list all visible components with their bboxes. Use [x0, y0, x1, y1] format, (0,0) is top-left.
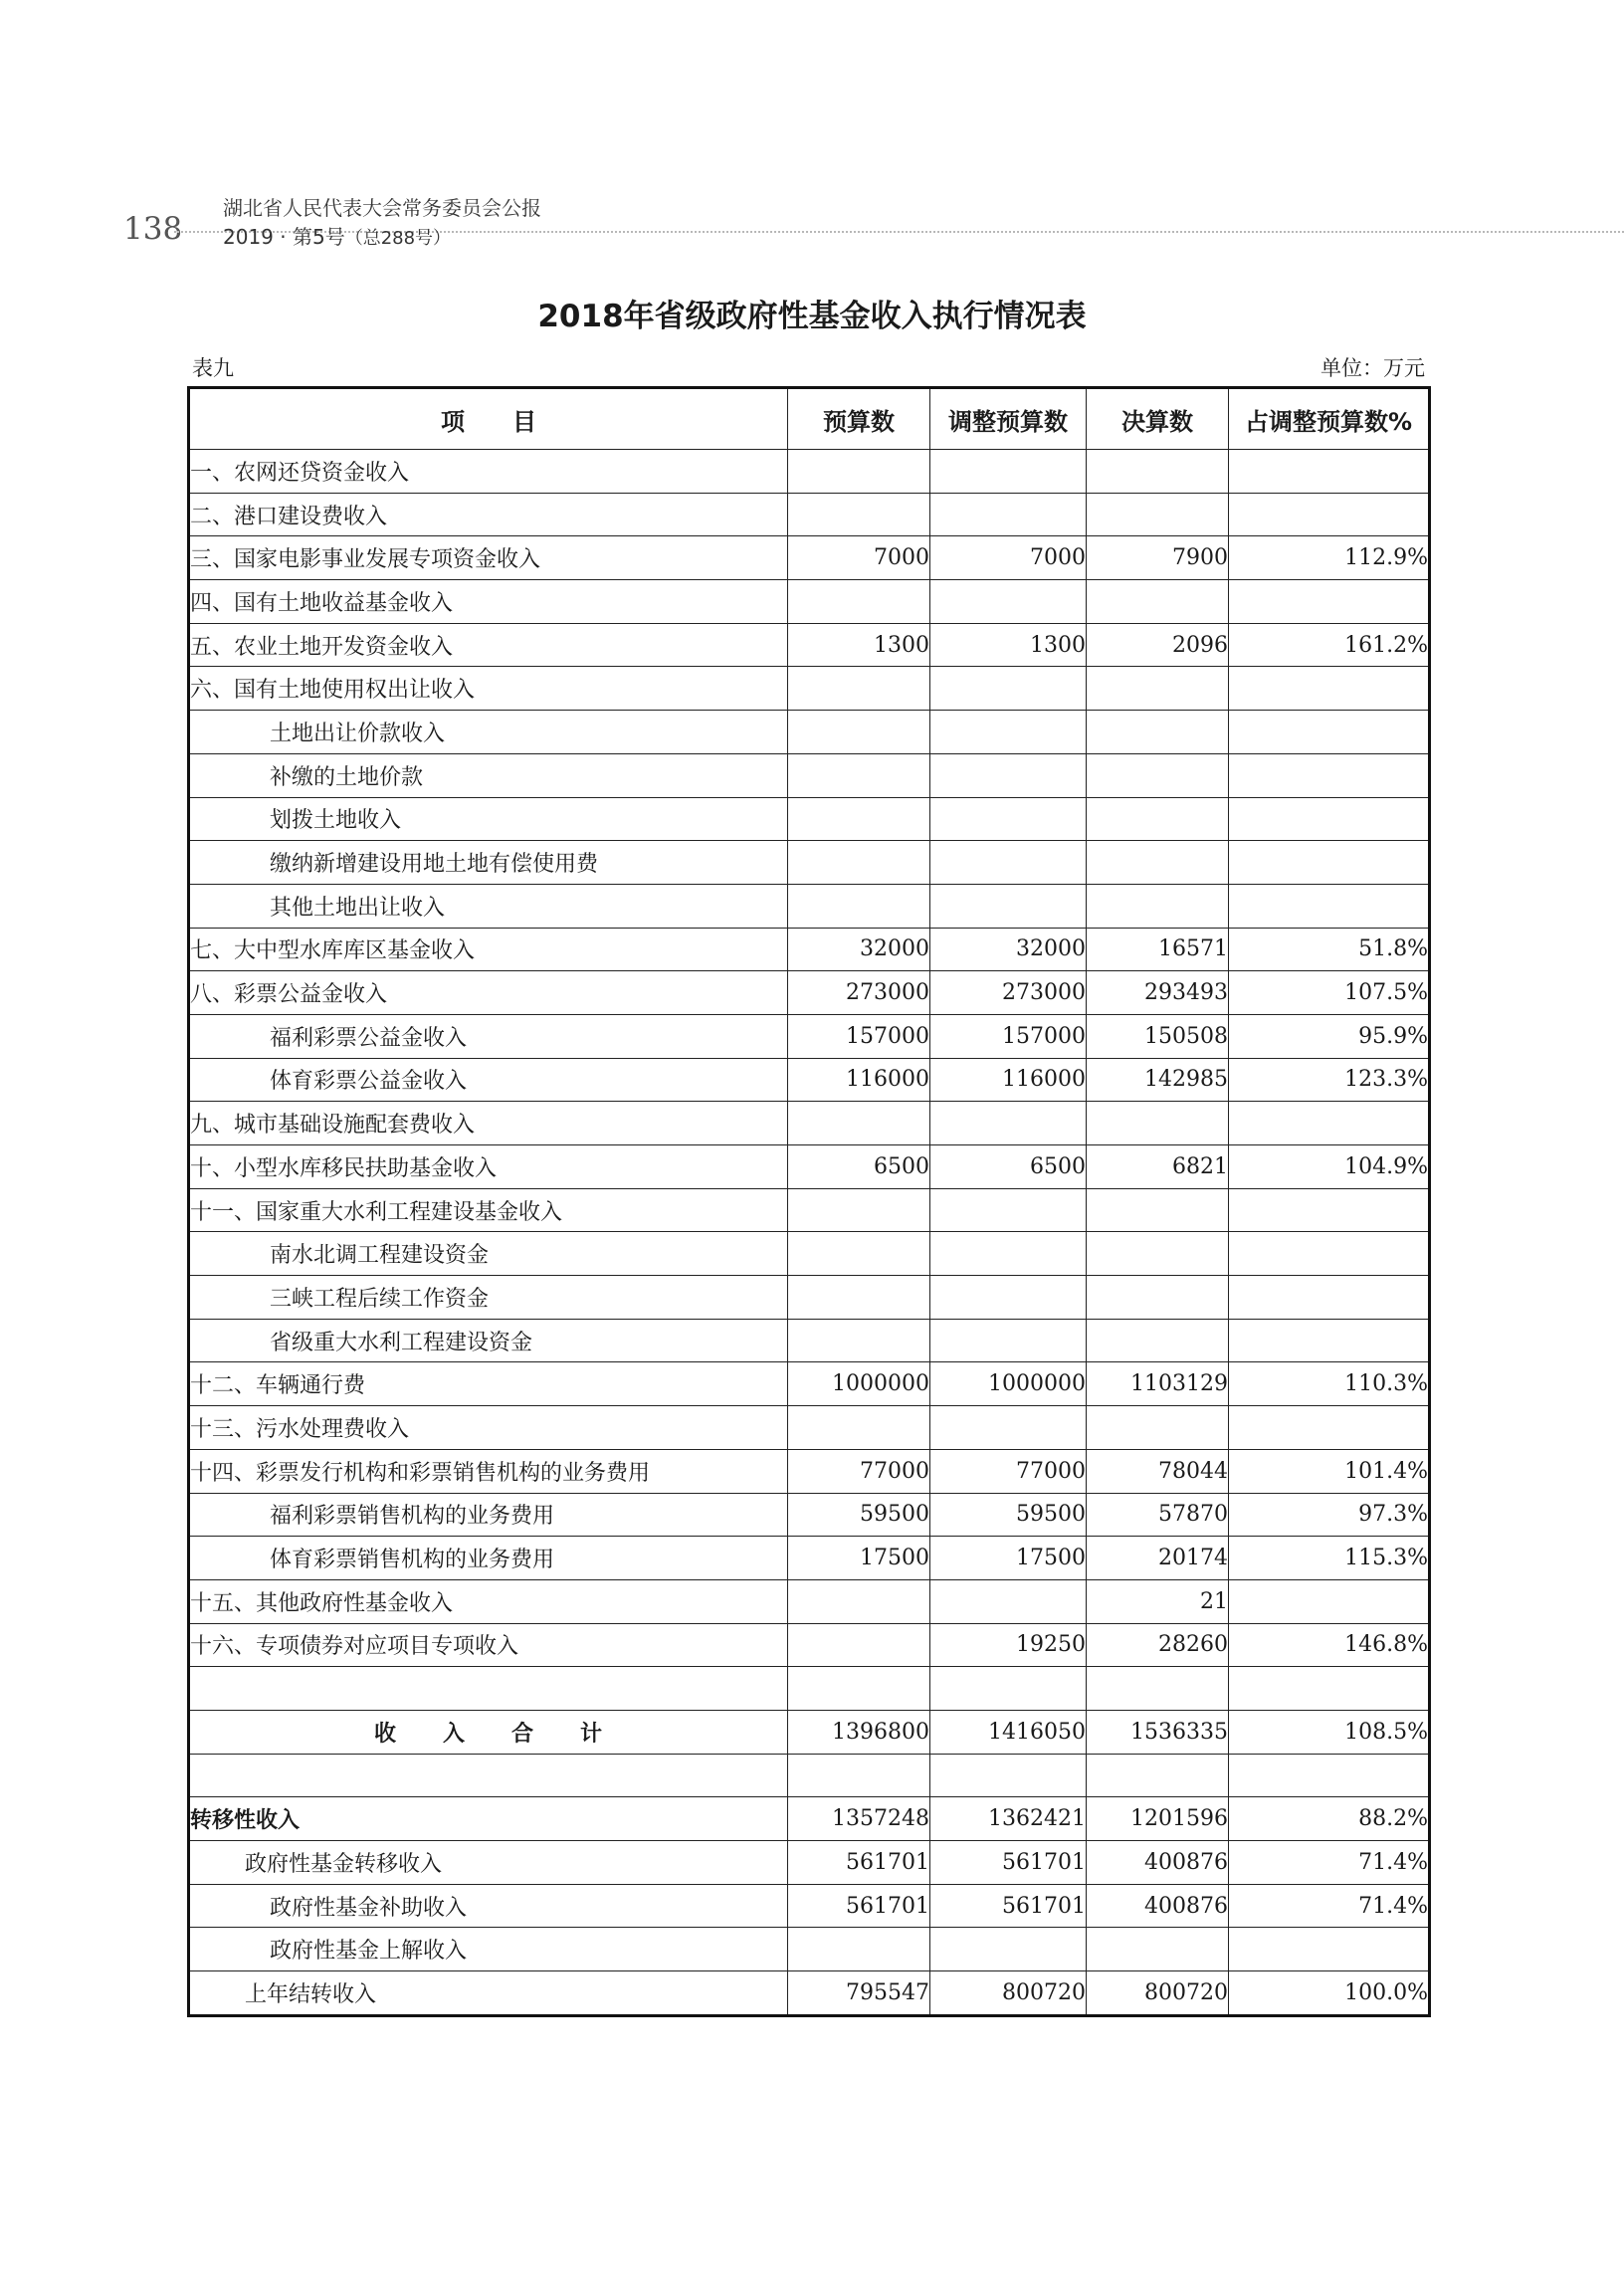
table-header-row [189, 388, 1430, 450]
cell-budget [788, 667, 930, 711]
cell-budget: 59500 [788, 1493, 930, 1537]
row-item-name: 六、国有土地使用权出让收入 [189, 667, 788, 711]
row-item-name: 五、农业土地开发资金收入 [189, 623, 788, 667]
cell-final [1087, 753, 1229, 797]
cell-final: 800720 [1087, 1971, 1229, 2016]
cell-budget: 157000 [788, 1014, 930, 1058]
cell-final: 7900 [1087, 536, 1229, 580]
cell-budget: 1000000 [788, 1362, 930, 1406]
row-item-name: 政府性基金上解收入 [189, 1928, 788, 1971]
table-row [189, 884, 1430, 928]
cell-final: 400876 [1087, 1884, 1229, 1928]
cell-percent: 115.3% [1229, 1537, 1430, 1580]
row-item-name: 十五、其他政府性基金收入 [189, 1579, 788, 1623]
row-item-name: 十三、污水处理费收入 [189, 1406, 788, 1450]
cell-adjusted: 1300 [930, 623, 1087, 667]
table-row [189, 1145, 1430, 1189]
cell-adjusted [930, 1276, 1087, 1320]
table-number: 表九 [192, 356, 234, 380]
table-row [189, 1710, 1430, 1754]
cell-budget [788, 1579, 930, 1623]
cell-percent [1229, 753, 1430, 797]
cell-percent: 100.0% [1229, 1971, 1430, 2016]
table-row [189, 1319, 1430, 1362]
cell-budget: 795547 [788, 1971, 930, 2016]
cell-percent [1229, 1102, 1430, 1145]
cell-budget [788, 580, 930, 624]
row-item-name: 土地出让价款收入 [189, 711, 788, 754]
publication-name: 湖北省人民代表大会常务委员会公报 [223, 196, 541, 220]
cell-percent [1229, 1406, 1430, 1450]
cell-percent: 112.9% [1229, 536, 1430, 580]
cell-final: 57870 [1087, 1493, 1229, 1537]
cell-percent: 88.2% [1229, 1797, 1430, 1841]
table-row [189, 711, 1430, 754]
col-header-adjusted: 调整预算数 [930, 388, 1087, 450]
issue-line [223, 221, 451, 250]
cell-final [1087, 580, 1229, 624]
cell-adjusted [930, 753, 1087, 797]
cell-adjusted [930, 884, 1087, 928]
table-row [189, 1058, 1430, 1102]
cell-percent [1229, 1188, 1430, 1232]
cell-percent: 71.4% [1229, 1884, 1430, 1928]
row-item-name: 划拨土地收入 [189, 797, 788, 841]
cell-final [1087, 667, 1229, 711]
row-item-name: 收 入 合 计 [189, 1710, 788, 1754]
row-item-name: 转移性收入 [189, 1797, 788, 1841]
cell-final [1087, 884, 1229, 928]
cell-final: 20174 [1087, 1537, 1229, 1580]
cell-budget: 1357248 [788, 1797, 930, 1841]
row-item-name: 补缴的土地价款 [189, 753, 788, 797]
cell-adjusted [930, 493, 1087, 536]
table-row [189, 971, 1430, 1015]
cell-budget: 17500 [788, 1537, 930, 1580]
cell-percent [1229, 493, 1430, 536]
row-item-name [189, 1754, 788, 1797]
table-row [189, 623, 1430, 667]
cell-percent [1229, 1319, 1430, 1362]
col-header-budget: 预算数 [788, 388, 930, 450]
row-item-name: 政府性基金转移收入 [189, 1841, 788, 1885]
table-row [189, 1884, 1430, 1928]
cell-adjusted: 32000 [930, 928, 1087, 971]
row-item-name: 三峡工程后续工作资金 [189, 1276, 788, 1320]
table-row [189, 580, 1430, 624]
cell-budget [788, 711, 930, 754]
cell-final [1087, 841, 1229, 885]
cell-percent: 51.8% [1229, 928, 1430, 971]
table-row [189, 1406, 1430, 1450]
row-item-name: 四、国有土地收益基金收入 [189, 580, 788, 624]
table-row [189, 1667, 1430, 1711]
cell-budget [788, 1928, 930, 1971]
row-item-name: 十、小型水库移民扶助基金收入 [189, 1145, 788, 1189]
page-title: 2018年省级政府性基金收入执行情况表 [537, 299, 1087, 334]
cell-budget [788, 450, 930, 494]
cell-budget: 561701 [788, 1841, 930, 1885]
row-item-name: 十一、国家重大水利工程建设基金收入 [189, 1188, 788, 1232]
cell-percent [1229, 711, 1430, 754]
table-row [189, 1623, 1430, 1667]
cell-final [1087, 1754, 1229, 1797]
cell-final [1087, 1667, 1229, 1711]
cell-adjusted: 157000 [930, 1014, 1087, 1058]
cell-final: 293493 [1087, 971, 1229, 1015]
table-row [189, 1232, 1430, 1276]
cell-budget [788, 493, 930, 536]
cell-budget: 561701 [788, 1884, 930, 1928]
cell-budget [788, 753, 930, 797]
cell-budget: 1300 [788, 623, 930, 667]
cell-adjusted [930, 667, 1087, 711]
table-row [189, 1276, 1430, 1320]
cell-adjusted [930, 1188, 1087, 1232]
table-row [189, 1797, 1430, 1841]
cell-percent: 123.3% [1229, 1058, 1430, 1102]
table-row [189, 1362, 1430, 1406]
cell-percent [1229, 841, 1430, 885]
cell-percent: 107.5% [1229, 971, 1430, 1015]
cell-adjusted: 273000 [930, 971, 1087, 1015]
table-row [189, 1841, 1430, 1885]
cell-adjusted [930, 1754, 1087, 1797]
cell-adjusted [930, 1319, 1087, 1362]
cell-percent: 97.3% [1229, 1493, 1430, 1537]
cell-percent [1229, 884, 1430, 928]
cell-percent: 161.2% [1229, 623, 1430, 667]
cell-adjusted [930, 1232, 1087, 1276]
cell-adjusted: 6500 [930, 1145, 1087, 1189]
row-item-name: 十二、车辆通行费 [189, 1362, 788, 1406]
cell-final: 1536335 [1087, 1710, 1229, 1754]
cell-budget: 32000 [788, 928, 930, 971]
row-item-name [189, 1667, 788, 1711]
cell-adjusted: 800720 [930, 1971, 1087, 2016]
cell-final [1087, 493, 1229, 536]
cell-adjusted: 1362421 [930, 1797, 1087, 1841]
cell-adjusted [930, 1579, 1087, 1623]
col-header-percent: 占调整预算数% [1229, 388, 1430, 450]
table-body [189, 450, 1430, 2016]
cell-percent: 110.3% [1229, 1362, 1430, 1406]
table-row [189, 1579, 1430, 1623]
cell-adjusted: 77000 [930, 1449, 1087, 1493]
cell-percent [1229, 1276, 1430, 1320]
table-row [189, 493, 1430, 536]
issue-number: 2019 · 第5号 [223, 225, 345, 249]
cell-final: 150508 [1087, 1014, 1229, 1058]
cell-budget [788, 1667, 930, 1711]
cell-percent [1229, 1928, 1430, 1971]
table-row [189, 841, 1430, 885]
cell-final: 1201596 [1087, 1797, 1229, 1841]
cell-budget [788, 1754, 930, 1797]
issue-total: （总288号） [344, 228, 452, 249]
cell-final [1087, 1406, 1229, 1450]
cell-percent [1229, 450, 1430, 494]
row-item-name: 三、国家电影事业发展专项资金收入 [189, 536, 788, 580]
row-item-name: 省级重大水利工程建设资金 [189, 1319, 788, 1362]
cell-budget [788, 841, 930, 885]
cell-adjusted: 17500 [930, 1537, 1087, 1580]
table-row [189, 1102, 1430, 1145]
table-row [189, 667, 1430, 711]
cell-budget [788, 1188, 930, 1232]
cell-adjusted [930, 711, 1087, 754]
cell-final [1087, 1188, 1229, 1232]
cell-budget: 116000 [788, 1058, 930, 1102]
cell-adjusted [930, 1667, 1087, 1711]
table-row [189, 753, 1430, 797]
cell-final: 1103129 [1087, 1362, 1229, 1406]
cell-budget [788, 1319, 930, 1362]
cell-final: 28260 [1087, 1623, 1229, 1667]
cell-percent [1229, 667, 1430, 711]
cell-adjusted [930, 841, 1087, 885]
table-row [189, 1537, 1430, 1580]
row-item-name: 九、城市基础设施配套费收入 [189, 1102, 788, 1145]
cell-adjusted: 1000000 [930, 1362, 1087, 1406]
cell-percent: 146.8% [1229, 1623, 1430, 1667]
cell-budget: 77000 [788, 1449, 930, 1493]
cell-adjusted: 59500 [930, 1493, 1087, 1537]
cell-adjusted: 561701 [930, 1841, 1087, 1885]
table-row [189, 1971, 1430, 2016]
table-row [189, 1449, 1430, 1493]
table-row [189, 1928, 1430, 1971]
cell-final: 78044 [1087, 1449, 1229, 1493]
cell-percent: 101.4% [1229, 1449, 1430, 1493]
table-row [189, 1754, 1430, 1797]
cell-final: 6821 [1087, 1145, 1229, 1189]
cell-final [1087, 797, 1229, 841]
cell-budget [788, 1232, 930, 1276]
cell-budget: 1396800 [788, 1710, 930, 1754]
cell-final [1087, 1102, 1229, 1145]
cell-adjusted: 19250 [930, 1623, 1087, 1667]
row-item-name: 二、港口建设费收入 [189, 493, 788, 536]
row-item-name: 福利彩票公益金收入 [189, 1014, 788, 1058]
cell-percent [1229, 1232, 1430, 1276]
cell-final [1087, 711, 1229, 754]
unit-label: 单位：万元 [1320, 356, 1425, 380]
cell-final [1087, 1232, 1229, 1276]
cell-final: 2096 [1087, 623, 1229, 667]
cell-adjusted [930, 580, 1087, 624]
cell-budget [788, 1406, 930, 1450]
table-row [189, 1493, 1430, 1537]
cell-final [1087, 1276, 1229, 1320]
row-item-name: 缴纳新增建设用地土地有偿使用费 [189, 841, 788, 885]
row-item-name: 八、彩票公益金收入 [189, 971, 788, 1015]
cell-final: 400876 [1087, 1841, 1229, 1885]
cell-final [1087, 450, 1229, 494]
table-row [189, 1188, 1430, 1232]
cell-final: 21 [1087, 1579, 1229, 1623]
cell-final: 16571 [1087, 928, 1229, 971]
row-item-name: 体育彩票销售机构的业务费用 [189, 1537, 788, 1580]
cell-budget [788, 1276, 930, 1320]
cell-final [1087, 1928, 1229, 1971]
cell-adjusted [930, 1406, 1087, 1450]
cell-percent [1229, 1579, 1430, 1623]
cell-percent: 104.9% [1229, 1145, 1430, 1189]
row-item-name: 十六、专项债券对应项目专项收入 [189, 1623, 788, 1667]
table-row [189, 928, 1430, 971]
cell-percent [1229, 580, 1430, 624]
row-item-name: 一、农网还贷资金收入 [189, 450, 788, 494]
cell-percent [1229, 1754, 1430, 1797]
row-item-name: 体育彩票公益金收入 [189, 1058, 788, 1102]
cell-adjusted: 116000 [930, 1058, 1087, 1102]
cell-adjusted: 7000 [930, 536, 1087, 580]
cell-budget [788, 797, 930, 841]
table-row [189, 1014, 1430, 1058]
cell-adjusted: 561701 [930, 1884, 1087, 1928]
cell-percent: 108.5% [1229, 1710, 1430, 1754]
row-item-name: 七、大中型水库库区基金收入 [189, 928, 788, 971]
cell-budget: 273000 [788, 971, 930, 1015]
table-row [189, 450, 1430, 494]
cell-percent [1229, 797, 1430, 841]
cell-final: 142985 [1087, 1058, 1229, 1102]
cell-adjusted [930, 450, 1087, 494]
row-item-name: 上年结转收入 [189, 1971, 788, 2016]
fund-revenue-table [187, 386, 1431, 2017]
cell-budget: 6500 [788, 1145, 930, 1189]
row-item-name: 南水北调工程建设资金 [189, 1232, 788, 1276]
cell-percent: 71.4% [1229, 1841, 1430, 1885]
cell-budget [788, 1102, 930, 1145]
row-item-name: 政府性基金补助收入 [189, 1884, 788, 1928]
col-header-final: 决算数 [1087, 388, 1229, 450]
cell-adjusted [930, 1102, 1087, 1145]
cell-budget: 7000 [788, 536, 930, 580]
cell-adjusted [930, 1928, 1087, 1971]
page-number: 138 [123, 211, 183, 247]
cell-adjusted: 1416050 [930, 1710, 1087, 1754]
cell-percent [1229, 1667, 1430, 1711]
table-row [189, 536, 1430, 580]
table-row [189, 797, 1430, 841]
cell-adjusted [930, 797, 1087, 841]
cell-percent: 95.9% [1229, 1014, 1430, 1058]
cell-budget [788, 1623, 930, 1667]
cell-final [1087, 1319, 1229, 1362]
row-item-name: 福利彩票销售机构的业务费用 [189, 1493, 788, 1537]
cell-budget [788, 884, 930, 928]
row-item-name: 十四、彩票发行机构和彩票销售机构的业务费用 [189, 1449, 788, 1493]
row-item-name: 其他土地出让收入 [189, 884, 788, 928]
col-header-item: 项 目 [189, 388, 788, 450]
